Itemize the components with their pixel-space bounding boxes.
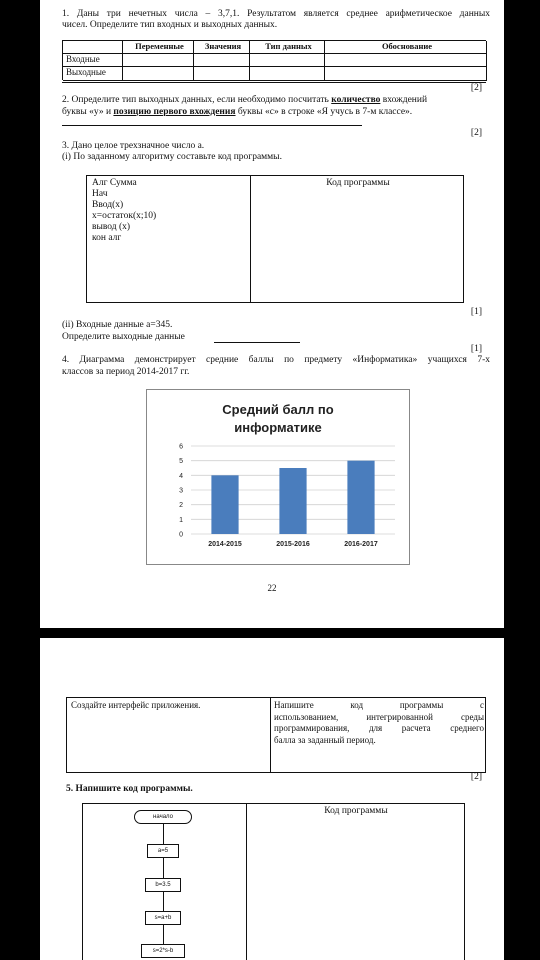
interface-task-table [66,697,486,773]
q3-title: 3. Дано целое трехзначное число a. [62,141,205,151]
q1-cell[interactable] [123,67,194,81]
q5-title: 5. Напишите код программы. [66,784,193,794]
q1-mark: [2] [470,83,482,93]
flow-arrow [163,892,164,911]
q2-answer-line[interactable] [62,125,362,126]
flow-arrow [163,858,164,878]
chart-frame [146,389,410,565]
q1-cell[interactable] [325,54,487,67]
bar-2014-2015 [211,475,238,534]
flow-arrow [163,925,164,944]
x-tick-label: 2016-2017 [344,541,378,548]
q1-cell[interactable] [194,67,250,81]
q5-table-divider [246,804,247,960]
y-tick-label: 1 [179,516,183,524]
q2-mark: [2] [470,128,482,138]
task-line: балла за заданный период. [274,734,376,745]
write-code-cell [274,700,484,746]
q3-code-answer-area[interactable] [252,192,462,300]
x-tick-label: 2014-2015 [208,541,242,548]
create-interface-cell: Создайте интерфейс приложения. [71,700,201,710]
q4-text-line2: классов за период 2014-2017 гг. [62,367,190,377]
q1-cell[interactable] [194,54,250,67]
q1-header-type: Тип данных [250,41,325,54]
q3-sub-i: (i) По заданному алгоритму составьте код программы. [62,152,282,162]
q1-header-justification: Обоснование [325,41,487,54]
flowchart-start: начало [134,810,192,824]
q5-code-answer-area[interactable] [249,820,463,960]
algorithm-line: вывод (x) [92,222,131,232]
x-tick-label: 2015-2016 [276,541,310,548]
worksheet-page-1 [40,0,504,628]
q1-table [62,40,486,80]
page2-mark: [2] [470,772,482,782]
task-line: Напишите код программы с [274,700,484,710]
chart-title-line: информатике [234,420,322,435]
q1-cell[interactable] [250,67,325,81]
algorithm-line: Алг Сумма [92,178,137,188]
y-tick-label: 4 [179,472,183,480]
y-tick-label: 3 [179,487,183,495]
q1-table-corner [63,41,123,54]
algorithm-line: Нач [92,189,108,199]
q3-sub-ii: (ii) Входные данные a=345. [62,320,173,330]
q3-algorithm-table [86,175,464,303]
q1-row-outputs: Выходные [63,67,123,81]
q4-text-line1: 4. Диаграмма демонстрирует средние баллы по предмету «Информатика» учащихся 7-х [62,355,490,365]
algorithm-line: x=остаток(x;10) [92,211,157,221]
q2-text-line1: 2. Определите тип выходных данных, если необходимо посчитать количество вхождений [62,95,428,105]
q3-table-divider [250,176,251,302]
divider [62,82,486,83]
table-divider [270,698,271,772]
q1-row-inputs: Входные [63,54,123,67]
algorithm-line: кон алг [92,233,122,243]
q1-header-variables: Переменные [123,41,194,54]
q1-cell[interactable] [123,54,194,67]
q1-text-line1: 1. Даны три нечетных числа – 3,7,1. Результатом является среднее арифметическое данных [62,9,490,19]
flowchart-step: a=5 [147,844,179,858]
bar-2016-2017 [347,461,374,534]
q3-mark-1: [1] [470,307,482,317]
q3-answer-line[interactable] [214,342,300,343]
q1-cell[interactable] [325,67,487,81]
task-line: программирования, для расчета среднего [274,723,484,733]
flowchart-step: s=2*s-b [141,944,185,958]
q3-mark-2: [1] [470,344,482,354]
algorithm-line: Ввод(x) [92,200,124,210]
y-tick-label: 5 [179,458,183,466]
q5-table [82,803,465,960]
worksheet-page-2 [40,638,504,960]
q3-outputs-prompt: Определите выходные данные [62,332,185,342]
algorithm-code [92,178,156,244]
flow-arrow [163,824,164,844]
q5-code-header: Код программы [324,806,388,816]
q1-cell[interactable] [250,54,325,67]
q2-text-line2: буквы «у» и позицию первого вхождения буквы «с» в строке «Я учусь в 7-м классе». [62,107,413,117]
q1-header-values: Значения [194,41,250,54]
bar-chart [147,390,409,564]
q1-text-line2: чисел. Определите тип входных и выходных данных. [62,20,278,30]
page-number: 22 [267,583,277,593]
task-line: использованием, интегрированной среды [274,711,484,722]
y-tick-label: 2 [179,502,183,510]
flowchart-step: s=a+b [145,911,181,925]
chart-title-line: Средний балл по [222,402,334,417]
y-tick-label: 0 [179,531,183,539]
bar-2015-2016 [279,468,306,534]
flowchart-step: b=3.5 [145,878,181,892]
y-tick-label: 6 [179,443,183,451]
q3-code-header: Код программы [326,178,390,188]
